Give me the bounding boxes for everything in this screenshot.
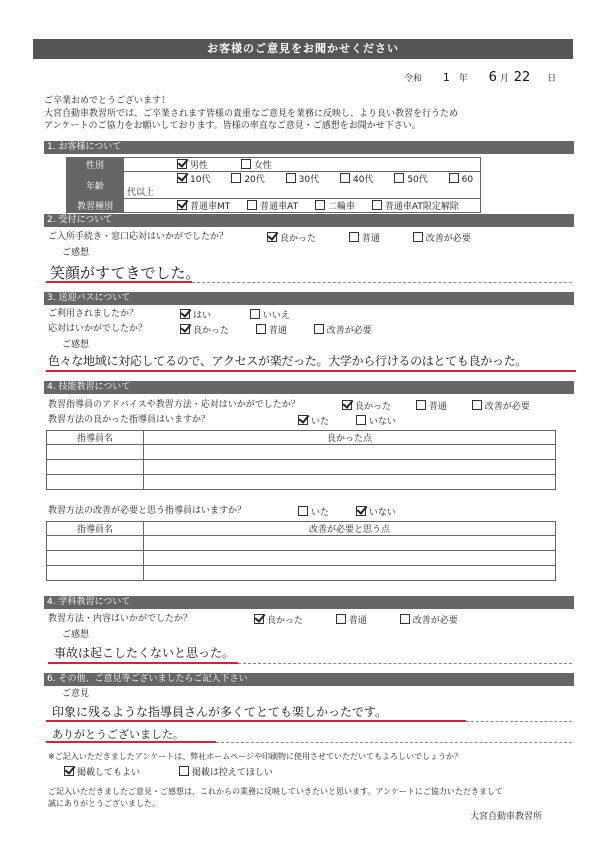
academic-question: 教習方法・内容はいかがでしたか？ [48, 614, 193, 624]
improve-instructor-table [46, 521, 556, 581]
instructor-question: 教習指導員のアドバイスや教習方法・応対はいかがでしたか？ [48, 400, 300, 410]
section-1-heading: 1. お客様について [44, 141, 574, 154]
column-header: 良かった点 [144, 431, 556, 445]
good-instructor-options: いた いない [298, 415, 396, 428]
page-title: お客様のご意見をお聞かせください [33, 39, 573, 59]
checkbox[interactable] [356, 506, 366, 516]
opinion-comment-1[interactable]: 印象に残るような指導員さんが多くてとても楽しかったです。 [52, 705, 388, 719]
table-cell[interactable] [144, 445, 556, 460]
dashed-line [466, 721, 572, 722]
checkbox[interactable] [231, 173, 241, 183]
comment-underline [46, 720, 466, 722]
good-instructor-question: 教習方法の良かった指導員はいますか？ [48, 415, 211, 425]
section-4-heading: 4. 技能教習について [44, 381, 574, 394]
table-cell[interactable] [144, 566, 556, 581]
checkbox[interactable] [180, 309, 190, 319]
checkbox[interactable] [254, 614, 264, 624]
bus-service-options: 良かった 普通 改善が必要 [180, 324, 372, 337]
reception-comment[interactable]: 笑顔がすてきでした。 [50, 264, 201, 282]
checkbox[interactable] [449, 173, 459, 183]
bus-comment-label: ご感想 [62, 340, 90, 350]
checkbox[interactable] [177, 173, 187, 183]
checkbox[interactable] [256, 324, 266, 334]
checkbox[interactable] [180, 324, 190, 334]
date-day[interactable]: 22 [513, 70, 531, 85]
table-cell[interactable] [144, 460, 556, 475]
gender-label: 性別 [67, 158, 124, 172]
checkbox[interactable] [177, 200, 187, 210]
opinion-comment-2[interactable]: ありがとうございました。 [52, 728, 184, 741]
intro-line-2: 大宮自動車教習所では、ご卒業されます皆様の貴重なご意見を業務に反映し、より良い教習を行うため [44, 109, 459, 119]
bus-use-question: ご利用されましたか？ [48, 309, 139, 319]
closing-line-1: ご記入いただきましたご意見・ご感想は、これからの業務に反映していきたいと思います。アンケートにご協力いただきまして [48, 787, 503, 796]
checkbox[interactable] [315, 200, 325, 210]
reception-question: ご入所手続き・窓口応対はいかがでしたか？ [48, 232, 229, 242]
academic-comment[interactable]: 事故は起こしたくないと思った。 [54, 646, 235, 660]
comment-underline [46, 370, 576, 372]
column-header: 指導員名 [47, 431, 144, 445]
checkbox[interactable] [336, 614, 346, 624]
intro-line-3: アンケートのご協力をお願いしております。皆様の率直なご意見・ご感想をお聞かせ下さい。 [44, 121, 421, 131]
table-cell[interactable] [47, 566, 144, 581]
checkbox[interactable] [349, 232, 359, 242]
improve-instructor-question: 教習方法の改善が必要と思う指導員はいますか？ [48, 506, 247, 516]
academic-options: 良かった 普通 改善が必要 [254, 614, 458, 627]
checkbox[interactable] [250, 309, 260, 319]
checkbox[interactable] [342, 400, 352, 410]
consent-question: ※ご記入いただきましたアンケートは、弊社ホームページや印刷物に使用させていただいてもよろしいでしょうか？ [48, 752, 463, 761]
checkbox[interactable] [340, 173, 350, 183]
date-month[interactable]: 6 [488, 70, 497, 85]
checkbox[interactable] [314, 324, 324, 334]
course-options: 普通車MT 普通車AT 二輪車 普通車AT限定解除 [124, 199, 481, 213]
date-year[interactable]: 1 [442, 71, 450, 84]
opinion-label: ご意見 [62, 689, 90, 699]
checkbox[interactable] [64, 766, 74, 776]
checkbox[interactable] [372, 200, 382, 210]
checkbox[interactable] [394, 173, 404, 183]
dashed-line [216, 742, 572, 743]
checkbox[interactable] [298, 415, 308, 425]
checkbox[interactable] [247, 200, 257, 210]
consent-options: 掲載してもよい 掲載は控えてほしい [64, 766, 273, 779]
table-cell[interactable] [47, 445, 144, 460]
gender-options: 男性 女性 [124, 158, 481, 172]
section-5-heading: 4. 学科教習について [44, 596, 574, 609]
table-cell[interactable] [47, 536, 144, 551]
dashed-line [238, 663, 572, 664]
checkbox[interactable] [177, 159, 187, 169]
instructor-options: 良かった 普通 改善が必要 [342, 400, 530, 413]
comment-underline [48, 662, 238, 664]
section-2-heading: 2. 受付について [44, 214, 574, 227]
school-name: 大宮自動車教習所 [470, 812, 543, 822]
table-cell[interactable] [144, 475, 556, 490]
section-3-heading: 3. 送迎バスについて [44, 292, 574, 305]
date-line: 令和 1 年 6 月 22 日 [404, 70, 557, 85]
table-cell[interactable] [47, 460, 144, 475]
checkbox[interactable] [416, 400, 426, 410]
bus-service-question: 応対はいかがでしたか？ [48, 324, 148, 334]
comment-underline [46, 741, 216, 743]
comment-underline [46, 281, 192, 283]
course-label: 教習種別 [67, 199, 124, 213]
checkbox[interactable] [286, 173, 296, 183]
age-label: 年齢 [67, 172, 124, 199]
age-options: 10代 20代 30代 40代 50代 60代以上 [124, 172, 481, 199]
column-header: 改善が必要と思う点 [144, 522, 556, 536]
checkbox[interactable] [472, 400, 482, 410]
customer-info-table [66, 157, 481, 213]
intro-line-1: ご卒業おめでとうございます！ [44, 96, 171, 106]
column-header: 指導員名 [47, 522, 144, 536]
table-cell[interactable] [47, 551, 144, 566]
checkbox[interactable] [241, 159, 251, 169]
reception-options: 良かった 普通 改善が必要 [267, 232, 471, 245]
checkbox[interactable] [356, 415, 366, 425]
checkbox[interactable] [298, 506, 308, 516]
bus-comment[interactable]: 色々な地域に対応してるので、アクセスが楽だった。大学から行けるのはとても良かった。 [48, 354, 528, 368]
academic-comment-label: ご感想 [62, 630, 90, 640]
closing-line-2: 誠にありがとうございました。 [48, 799, 160, 808]
checkbox[interactable] [267, 232, 277, 242]
good-instructor-table [46, 430, 556, 490]
table-cell[interactable] [47, 475, 144, 490]
table-cell[interactable] [144, 551, 556, 566]
checkbox[interactable] [400, 614, 410, 624]
checkbox[interactable] [179, 766, 189, 776]
checkbox[interactable] [413, 232, 423, 242]
reception-comment-label: ご感想 [62, 248, 90, 258]
bus-use-options: はい いいえ [180, 309, 290, 322]
table-cell[interactable] [144, 536, 556, 551]
dashed-line [192, 282, 572, 283]
section-6-heading: 6. その他、ご意見等ございましたらご記入下さい [44, 673, 574, 686]
improve-instructor-options: いた いない [298, 506, 396, 519]
